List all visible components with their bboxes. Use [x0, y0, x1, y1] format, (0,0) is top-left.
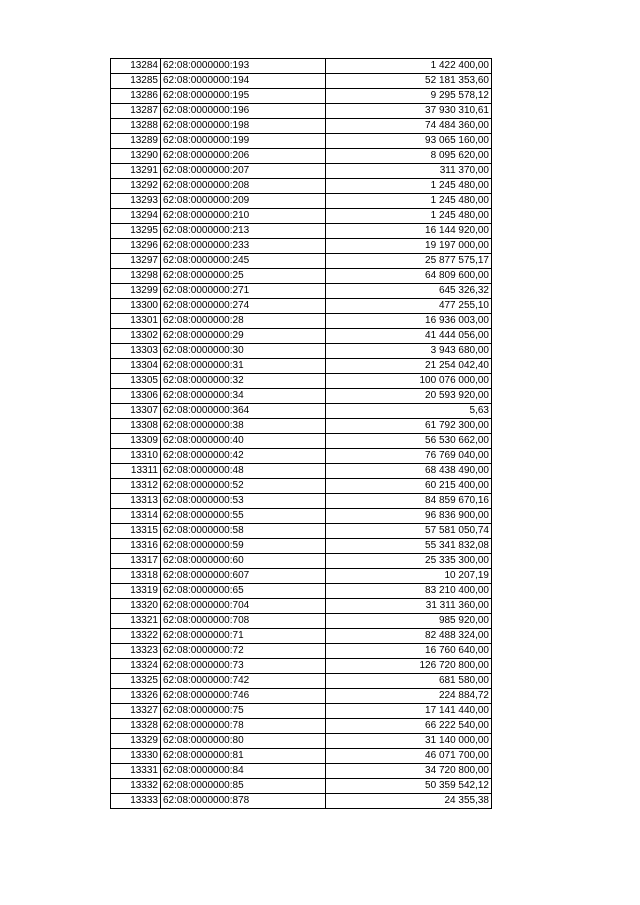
cadastral-number-cell: 62:08:0000000:193 [161, 59, 326, 74]
value-cell: 68 438 490,00 [326, 464, 492, 479]
value-cell: 96 836 900,00 [326, 509, 492, 524]
cadastral-number-cell: 62:08:0000000:194 [161, 74, 326, 89]
table-row [111, 389, 492, 404]
cadastral-number-cell: 62:08:0000000:245 [161, 254, 326, 269]
cadastral-number-cell: 62:08:0000000:72 [161, 644, 326, 659]
cadastral-number-cell: 62:08:0000000:65 [161, 584, 326, 599]
value-cell: 60 215 400,00 [326, 479, 492, 494]
value-cell: 25 877 575,17 [326, 254, 492, 269]
cadastral-number-cell: 62:08:0000000:206 [161, 149, 326, 164]
table-row [111, 239, 492, 254]
cadastral-number-cell: 62:08:0000000:53 [161, 494, 326, 509]
table-row [111, 209, 492, 224]
table-row [111, 464, 492, 479]
value-cell: 82 488 324,00 [326, 629, 492, 644]
row-number-cell: 13307 [111, 404, 161, 419]
cadastral-number-cell: 62:08:0000000:30 [161, 344, 326, 359]
row-number-cell: 13306 [111, 389, 161, 404]
cadastral-number-cell: 62:08:0000000:60 [161, 554, 326, 569]
value-cell: 25 335 300,00 [326, 554, 492, 569]
cadastral-number-cell: 62:08:0000000:196 [161, 104, 326, 119]
row-number-cell: 13330 [111, 749, 161, 764]
row-number-cell: 13296 [111, 239, 161, 254]
cadastral-number-cell: 62:08:0000000:364 [161, 404, 326, 419]
table-row [111, 689, 492, 704]
row-number-cell: 13311 [111, 464, 161, 479]
value-cell: 66 222 540,00 [326, 719, 492, 734]
cadastral-number-cell: 62:08:0000000:704 [161, 599, 326, 614]
table-row [111, 449, 492, 464]
table-row [111, 659, 492, 674]
value-cell: 311 370,00 [326, 164, 492, 179]
table-row [111, 134, 492, 149]
table-row [111, 584, 492, 599]
table-row [111, 269, 492, 284]
row-number-cell: 13285 [111, 74, 161, 89]
row-number-cell: 13284 [111, 59, 161, 74]
table-row [111, 284, 492, 299]
row-number-cell: 13322 [111, 629, 161, 644]
value-cell: 17 141 440,00 [326, 704, 492, 719]
value-cell: 3 943 680,00 [326, 344, 492, 359]
cadastral-number-cell: 62:08:0000000:42 [161, 449, 326, 464]
value-cell: 645 326,32 [326, 284, 492, 299]
table-row [111, 644, 492, 659]
row-number-cell: 13291 [111, 164, 161, 179]
cadastral-number-cell: 62:08:0000000:29 [161, 329, 326, 344]
value-cell: 76 769 040,00 [326, 449, 492, 464]
row-number-cell: 13312 [111, 479, 161, 494]
cadastral-number-cell: 62:08:0000000:607 [161, 569, 326, 584]
value-cell: 74 484 360,00 [326, 119, 492, 134]
cadastral-number-cell: 62:08:0000000:274 [161, 299, 326, 314]
cadastral-number-cell: 62:08:0000000:38 [161, 419, 326, 434]
cadastral-number-cell: 62:08:0000000:34 [161, 389, 326, 404]
value-cell: 24 355,38 [326, 794, 492, 809]
table-row [111, 329, 492, 344]
row-number-cell: 13325 [111, 674, 161, 689]
row-number-cell: 13287 [111, 104, 161, 119]
table-row [111, 629, 492, 644]
table-row [111, 104, 492, 119]
value-cell: 19 197 000,00 [326, 239, 492, 254]
cadastral-number-cell: 62:08:0000000:195 [161, 89, 326, 104]
value-cell: 57 581 050,74 [326, 524, 492, 539]
table-row [111, 539, 492, 554]
table-row [111, 704, 492, 719]
value-cell: 83 210 400,00 [326, 584, 492, 599]
value-cell: 31 140 000,00 [326, 734, 492, 749]
table-row [111, 434, 492, 449]
row-number-cell: 13308 [111, 419, 161, 434]
table-row [111, 89, 492, 104]
table-row [111, 74, 492, 89]
value-cell: 52 181 353,60 [326, 74, 492, 89]
table-row [111, 674, 492, 689]
value-cell: 31 311 360,00 [326, 599, 492, 614]
row-number-cell: 13302 [111, 329, 161, 344]
value-cell: 126 720 800,00 [326, 659, 492, 674]
row-number-cell: 13301 [111, 314, 161, 329]
cadastral-value-table [110, 58, 492, 809]
value-cell: 10 207,19 [326, 569, 492, 584]
cadastral-number-cell: 62:08:0000000:52 [161, 479, 326, 494]
value-cell: 16 760 640,00 [326, 644, 492, 659]
value-cell: 34 720 800,00 [326, 764, 492, 779]
row-number-cell: 13326 [111, 689, 161, 704]
table-row [111, 224, 492, 239]
row-number-cell: 13315 [111, 524, 161, 539]
cadastral-number-cell: 62:08:0000000:207 [161, 164, 326, 179]
table-row [111, 614, 492, 629]
value-cell: 41 444 056,00 [326, 329, 492, 344]
row-number-cell: 13292 [111, 179, 161, 194]
value-cell: 985 920,00 [326, 614, 492, 629]
table-row [111, 749, 492, 764]
cadastral-number-cell: 62:08:0000000:742 [161, 674, 326, 689]
row-number-cell: 13321 [111, 614, 161, 629]
row-number-cell: 13297 [111, 254, 161, 269]
table-row [111, 179, 492, 194]
row-number-cell: 13299 [111, 284, 161, 299]
cadastral-number-cell: 62:08:0000000:81 [161, 749, 326, 764]
cadastral-number-cell: 62:08:0000000:878 [161, 794, 326, 809]
cadastral-number-cell: 62:08:0000000:271 [161, 284, 326, 299]
value-cell: 100 076 000,00 [326, 374, 492, 389]
cadastral-number-cell: 62:08:0000000:199 [161, 134, 326, 149]
cadastral-number-cell: 62:08:0000000:213 [161, 224, 326, 239]
cadastral-number-cell: 62:08:0000000:75 [161, 704, 326, 719]
cadastral-number-cell: 62:08:0000000:85 [161, 779, 326, 794]
value-cell: 1 245 480,00 [326, 194, 492, 209]
row-number-cell: 13310 [111, 449, 161, 464]
row-number-cell: 13303 [111, 344, 161, 359]
table-row [111, 794, 492, 809]
cadastral-number-cell: 62:08:0000000:40 [161, 434, 326, 449]
value-cell: 37 930 310,61 [326, 104, 492, 119]
value-cell: 21 254 042,40 [326, 359, 492, 374]
row-number-cell: 13316 [111, 539, 161, 554]
row-number-cell: 13328 [111, 719, 161, 734]
value-cell: 1 245 480,00 [326, 209, 492, 224]
value-cell: 16 144 920,00 [326, 224, 492, 239]
table-row [111, 509, 492, 524]
row-number-cell: 13327 [111, 704, 161, 719]
cadastral-number-cell: 62:08:0000000:746 [161, 689, 326, 704]
table-row [111, 359, 492, 374]
cadastral-number-cell: 62:08:0000000:28 [161, 314, 326, 329]
table-row [111, 419, 492, 434]
table-row [111, 374, 492, 389]
cadastral-number-cell: 62:08:0000000:708 [161, 614, 326, 629]
value-cell: 8 095 620,00 [326, 149, 492, 164]
cadastral-number-cell: 62:08:0000000:233 [161, 239, 326, 254]
value-cell: 681 580,00 [326, 674, 492, 689]
table-row [111, 149, 492, 164]
table-row [111, 314, 492, 329]
table-body [111, 59, 492, 809]
cadastral-number-cell: 62:08:0000000:25 [161, 269, 326, 284]
row-number-cell: 13298 [111, 269, 161, 284]
row-number-cell: 13333 [111, 794, 161, 809]
row-number-cell: 13309 [111, 434, 161, 449]
value-cell: 20 593 920,00 [326, 389, 492, 404]
cadastral-number-cell: 62:08:0000000:209 [161, 194, 326, 209]
cadastral-number-cell: 62:08:0000000:80 [161, 734, 326, 749]
row-number-cell: 13304 [111, 359, 161, 374]
table-row [111, 764, 492, 779]
value-cell: 61 792 300,00 [326, 419, 492, 434]
row-number-cell: 13288 [111, 119, 161, 134]
table-row [111, 524, 492, 539]
row-number-cell: 13332 [111, 779, 161, 794]
table-row [111, 569, 492, 584]
table-row [111, 479, 492, 494]
table-row [111, 299, 492, 314]
row-number-cell: 13289 [111, 134, 161, 149]
value-cell: 46 071 700,00 [326, 749, 492, 764]
table-row [111, 344, 492, 359]
value-cell: 93 065 160,00 [326, 134, 492, 149]
table-row [111, 734, 492, 749]
value-cell: 84 859 670,16 [326, 494, 492, 509]
table-row [111, 554, 492, 569]
value-cell: 477 255,10 [326, 299, 492, 314]
row-number-cell: 13329 [111, 734, 161, 749]
table-row [111, 59, 492, 74]
value-cell: 50 359 542,12 [326, 779, 492, 794]
value-cell: 9 295 578,12 [326, 89, 492, 104]
row-number-cell: 13318 [111, 569, 161, 584]
row-number-cell: 13314 [111, 509, 161, 524]
value-cell: 16 936 003,00 [326, 314, 492, 329]
row-number-cell: 13294 [111, 209, 161, 224]
cadastral-number-cell: 62:08:0000000:84 [161, 764, 326, 779]
value-cell: 1 245 480,00 [326, 179, 492, 194]
row-number-cell: 13290 [111, 149, 161, 164]
table-row [111, 719, 492, 734]
value-cell: 224 884,72 [326, 689, 492, 704]
row-number-cell: 13313 [111, 494, 161, 509]
cadastral-number-cell: 62:08:0000000:32 [161, 374, 326, 389]
table-row [111, 599, 492, 614]
row-number-cell: 13331 [111, 764, 161, 779]
cadastral-number-cell: 62:08:0000000:48 [161, 464, 326, 479]
value-cell: 64 809 600,00 [326, 269, 492, 284]
row-number-cell: 13323 [111, 644, 161, 659]
cadastral-number-cell: 62:08:0000000:59 [161, 539, 326, 554]
cadastral-number-cell: 62:08:0000000:73 [161, 659, 326, 674]
row-number-cell: 13319 [111, 584, 161, 599]
row-number-cell: 13293 [111, 194, 161, 209]
row-number-cell: 13305 [111, 374, 161, 389]
table-row [111, 254, 492, 269]
value-cell: 56 530 662,00 [326, 434, 492, 449]
table-row [111, 194, 492, 209]
row-number-cell: 13320 [111, 599, 161, 614]
row-number-cell: 13286 [111, 89, 161, 104]
cadastral-number-cell: 62:08:0000000:55 [161, 509, 326, 524]
value-cell: 5,63 [326, 404, 492, 419]
table-row [111, 779, 492, 794]
value-cell: 1 422 400,00 [326, 59, 492, 74]
value-cell: 55 341 832,08 [326, 539, 492, 554]
cadastral-number-cell: 62:08:0000000:78 [161, 719, 326, 734]
table-row [111, 404, 492, 419]
cadastral-number-cell: 62:08:0000000:198 [161, 119, 326, 134]
cadastral-number-cell: 62:08:0000000:210 [161, 209, 326, 224]
table-row [111, 164, 492, 179]
table-row [111, 494, 492, 509]
table-row [111, 119, 492, 134]
row-number-cell: 13317 [111, 554, 161, 569]
cadastral-number-cell: 62:08:0000000:71 [161, 629, 326, 644]
row-number-cell: 13324 [111, 659, 161, 674]
cadastral-number-cell: 62:08:0000000:31 [161, 359, 326, 374]
row-number-cell: 13300 [111, 299, 161, 314]
row-number-cell: 13295 [111, 224, 161, 239]
cadastral-number-cell: 62:08:0000000:58 [161, 524, 326, 539]
cadastral-number-cell: 62:08:0000000:208 [161, 179, 326, 194]
